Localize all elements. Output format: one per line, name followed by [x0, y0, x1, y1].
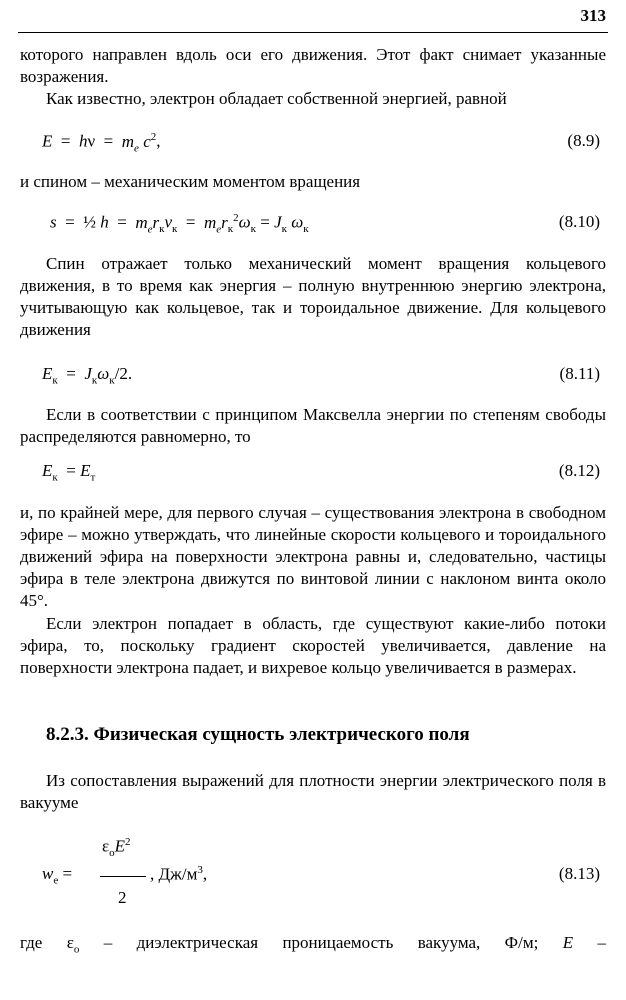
equation-8-12	[20, 461, 606, 485]
equation-8-12-number: (8.12)	[558, 461, 600, 480]
word: –	[103, 933, 113, 952]
equation-8-9-formula: $E = h\nu = m_e$ $c^2$,	[42, 131, 161, 155]
equation-8-10-formula: s = ½ $h = m_er_кv_к = m_er_к^2\omega_к = J_к$ $\omega_к$	[50, 212, 309, 236]
equation-8-12-formula: $E_к = E_т$	[42, 461, 96, 484]
page-number: 313	[580, 6, 606, 25]
fraction-bar	[100, 876, 146, 877]
equation-8-13-number: (8.13)	[558, 864, 600, 883]
paragraph-1: которого направлен вдоль оси его движения. Этот факт снимает указанные возражения.	[20, 45, 606, 86]
paragraph-4: Спин отражает только механический момент вращения кольцевого движения, в то время как энергия – полную внутреннюю энергию электрона, учитывающую как кольцевое, так и тороидальное движение. Для кольцевого движения	[20, 254, 606, 339]
equation-8-13-unit: , $Дж/м^3$,	[150, 864, 208, 884]
header-rule	[18, 32, 608, 33]
word: Ф/м;	[504, 933, 539, 952]
paragraph-5: Если в соответствии с принципом Максвелла энергии по степеням свободы распределяются равномерно, то	[20, 405, 606, 446]
word: вакуума,	[417, 933, 481, 952]
equation-8-13-denominator: 2	[118, 888, 127, 907]
paragraph-8: Из сопоставления выражений для плотности энергии электрического поля в вакууме	[20, 771, 606, 812]
word: проницаемость	[282, 933, 394, 952]
equation-8-11	[20, 364, 606, 388]
equation-8-9	[20, 131, 606, 155]
equation-8-10-number: (8.10)	[558, 212, 600, 231]
section-heading: 8.2.3. Физическая сущность электрического поля	[46, 724, 470, 745]
paragraph-3: и спином – механическим моментом вращения	[20, 172, 361, 191]
paragraph-7: Если электрон попадает в область, где существуют какие-либо потоки эфира, то, поскольку градиент скоростей увеличивается, давление на поверхности электрона падает, и вихревое кольцо увеличивается в размерах.	[20, 614, 606, 677]
word: где	[20, 933, 43, 952]
equation-8-13	[20, 836, 606, 916]
paragraph-6: и, по крайней мере, для первого случая – существования электрона в свободном эфире – можно утверждать, что линейные скорости кольцевого и тороидального движений эфира на поверхности электрона равны и, следовательно, частицы эфира в теле электрона движутся по винтовой линии с наклоном винта около 45°.	[20, 503, 606, 610]
word: $\varepsilon_o$	[66, 933, 80, 956]
word: –	[597, 933, 606, 952]
word: диэлектрическая	[136, 933, 259, 952]
paragraph-9	[20, 932, 606, 960]
equation-8-11-formula: $E_к = J_к\omega_к/2$.	[42, 364, 133, 387]
paragraph-2: Как известно, электрон обладает собственной энергией, равной	[46, 89, 507, 108]
equation-8-13-lhs: $w_e$ =	[42, 864, 73, 887]
equation-8-13-numerator: $\varepsilon_oE^2$	[102, 836, 131, 860]
equation-8-9-number: (8.9)	[567, 131, 600, 150]
equation-8-10	[20, 212, 606, 236]
word: E	[562, 933, 574, 952]
equation-8-11-number: (8.11)	[559, 364, 600, 383]
